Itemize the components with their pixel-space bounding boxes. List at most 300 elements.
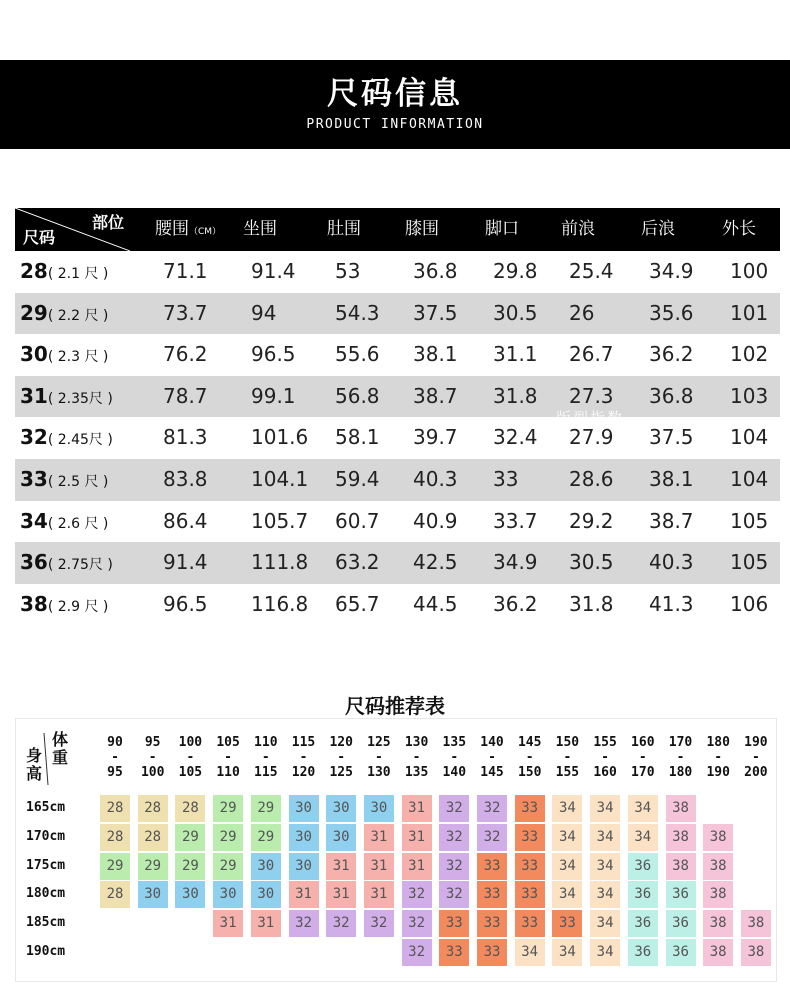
- recommend-cell: 31: [326, 853, 356, 880]
- weight-range-to: 180: [668, 765, 693, 780]
- recommend-cell: 29: [251, 824, 281, 851]
- recommend-cell: 32: [439, 881, 469, 908]
- table-cell: 86.4: [163, 508, 208, 533]
- size-label: [20, 542, 113, 587]
- weight-range-dash: -: [261, 750, 270, 765]
- header-label: 前浪: [561, 219, 595, 239]
- size-chi: ( 2.75尺 ): [47, 557, 113, 574]
- table-cell: 30.5: [493, 300, 538, 325]
- recommend-cell: 36: [666, 939, 696, 966]
- recommend-cell: 33: [439, 910, 469, 937]
- weight-range-dash: -: [337, 750, 346, 765]
- banner-subtitle: PRODUCT INFORMATION: [306, 117, 484, 132]
- table-cell: 91.4: [251, 259, 296, 283]
- table-cell: 71.1: [163, 259, 208, 283]
- table-cell: 78.7: [163, 383, 208, 408]
- table-cell: 33: [493, 466, 519, 491]
- table-row: [15, 417, 780, 459]
- header-2: [243, 208, 277, 251]
- header-3: [327, 208, 361, 251]
- recommend-cell: 38: [703, 853, 733, 880]
- table-cell: 37.5: [413, 300, 458, 325]
- weight-range-from: 95: [144, 735, 161, 750]
- recommend-cell: 32: [326, 910, 356, 937]
- weight-range-header: [548, 735, 586, 780]
- weight-range-header: [322, 735, 360, 780]
- header-label: 肚围: [327, 219, 361, 239]
- size-label: [20, 501, 108, 546]
- weight-range-dash: -: [148, 750, 157, 765]
- table-cell: 33.7: [493, 508, 538, 533]
- weight-range-from: 190: [744, 735, 768, 750]
- header-unit: （CM）: [189, 227, 222, 237]
- height-label: 180cm: [26, 886, 66, 902]
- recommend-cell: 31: [251, 910, 281, 937]
- table-cell: 101.6: [251, 425, 309, 450]
- table-row: [15, 501, 780, 543]
- recommend-cell: 29: [175, 853, 205, 880]
- weight-range-header: [209, 735, 247, 780]
- table-cell: 65.7: [335, 591, 380, 616]
- recommend-cell: 29: [213, 853, 243, 880]
- height-label: 165cm: [26, 800, 66, 815]
- weight-range-from: 135: [442, 735, 467, 750]
- table-cell: 103: [730, 383, 769, 408]
- recommend-cell: 31: [402, 795, 432, 822]
- weight-range-from: 125: [367, 735, 391, 750]
- table-row: [15, 542, 780, 584]
- weight-range-to: 200: [744, 765, 768, 780]
- recommend-cell: 30: [251, 881, 281, 908]
- recommend-cell: 33: [515, 910, 545, 937]
- weight-range-dash: -: [111, 750, 119, 765]
- recommend-cell: 31: [402, 853, 432, 880]
- weight-range-from: 180: [706, 735, 730, 750]
- size-chi: ( 2.5 尺 ): [47, 473, 109, 490]
- table-cell: 34.9: [649, 259, 694, 283]
- weight-range-from: 100: [178, 735, 203, 750]
- size-table-header: [15, 208, 780, 251]
- table-cell: 40.3: [649, 550, 694, 575]
- recommend-cell: 34: [552, 939, 582, 966]
- weight-range-to: 135: [404, 765, 429, 780]
- recommend-cell: 30: [289, 824, 319, 851]
- recommend-cell: 32: [402, 910, 432, 937]
- recommend-cell: 33: [477, 881, 507, 908]
- table-cell: 31.8: [569, 591, 614, 616]
- recommend-cell: 32: [364, 910, 394, 937]
- weight-range-from: 120: [329, 735, 353, 750]
- size-number: 33: [20, 466, 48, 491]
- recommend-cell: 36: [666, 881, 696, 908]
- header-label: 外长: [722, 219, 756, 239]
- header-label: 膝围: [405, 219, 439, 239]
- weight-range-dash: -: [525, 750, 534, 765]
- recommend-cell: 34: [590, 881, 620, 908]
- weight-range-dash: -: [186, 750, 195, 765]
- recommend-cell: 32: [402, 939, 432, 966]
- table-cell: 105: [730, 508, 769, 533]
- table-row: [15, 459, 780, 501]
- table-cell: 105: [730, 550, 769, 575]
- weight-range-to: 150: [517, 765, 542, 780]
- recommend-cell: 34: [628, 795, 658, 822]
- height-label: 170cm: [26, 828, 66, 844]
- recommend-cell: 30: [289, 853, 319, 880]
- recommend-cell: 34: [590, 853, 620, 880]
- weight-range-header: [737, 735, 775, 780]
- table-cell: 35.6: [649, 300, 694, 325]
- table-cell: 36.8: [413, 259, 458, 283]
- header-6: [561, 208, 595, 251]
- weight-range-to: 190: [706, 765, 730, 780]
- weight-range-header: [435, 735, 473, 780]
- recommend-cell: 38: [703, 910, 733, 937]
- table-cell: 40.3: [413, 466, 458, 491]
- corner-label-size: 尺码: [23, 228, 56, 247]
- size-label: [20, 376, 113, 421]
- size-label: [20, 251, 108, 296]
- recommend-cell: 30: [326, 795, 356, 822]
- table-row: [15, 293, 780, 335]
- recommend-cell: 30: [213, 881, 243, 908]
- weight-range-header: [96, 735, 134, 780]
- recommend-cell: 29: [213, 824, 243, 851]
- recommend-cell: 32: [477, 824, 507, 851]
- recommend-cell: 34: [552, 824, 582, 851]
- table-cell: 39.7: [413, 425, 458, 450]
- recommend-cell: 31: [364, 824, 394, 851]
- weight-range-to: 95: [107, 765, 123, 780]
- recommend-cell: 36: [628, 910, 658, 937]
- size-table-corner: [15, 208, 130, 251]
- recommend-cell: 34: [552, 881, 582, 908]
- table-cell: 32.4: [493, 425, 538, 450]
- recommend-cell: 34: [590, 939, 620, 966]
- table-cell: 96.5: [163, 591, 208, 616]
- table-cell: 26: [569, 300, 595, 325]
- table-cell: 36.8: [649, 383, 694, 408]
- weight-range-dash: -: [563, 750, 572, 765]
- size-number: 31: [20, 383, 48, 408]
- weight-range-to: 170: [631, 765, 655, 780]
- table-cell: 104: [730, 425, 769, 450]
- recommend-cell: 34: [590, 795, 620, 822]
- table-cell: 58.1: [335, 425, 380, 450]
- size-chi: ( 2.45尺 ): [47, 432, 113, 449]
- header-label: 脚口: [485, 219, 519, 239]
- recommend-cell: 28: [175, 795, 205, 822]
- weight-range-from: 115: [291, 735, 316, 750]
- height-label: 175cm: [26, 857, 66, 873]
- watermark-text: 版型指数: [556, 409, 625, 427]
- table-cell: 56.8: [335, 383, 380, 408]
- recommend-cell: 30: [175, 881, 205, 908]
- table-cell: 25.4: [569, 259, 614, 283]
- height-label: 185cm: [26, 915, 66, 931]
- table-cell: 91.4: [163, 550, 208, 575]
- weight-range-header: [398, 735, 436, 780]
- recommend-cell: 33: [477, 939, 507, 966]
- weight-range-to: 120: [291, 765, 316, 780]
- weight-range-from: 130: [404, 735, 429, 750]
- table-cell: 94: [251, 300, 277, 325]
- recommend-cell: 28: [138, 824, 168, 851]
- weight-range-to: 115: [254, 765, 278, 780]
- weight-range-from: 155: [593, 735, 617, 750]
- recommend-cell: 32: [439, 824, 469, 851]
- table-cell: 29.2: [569, 508, 614, 533]
- table-cell: 36.2: [493, 591, 538, 616]
- size-number: 38: [20, 591, 48, 616]
- weight-range-from: 140: [480, 735, 504, 750]
- recommend-cell: 36: [628, 853, 658, 880]
- size-label: [20, 334, 108, 379]
- recommend-cell: 38: [741, 939, 771, 966]
- size-recommend-table: [15, 718, 777, 982]
- recommend-cell: 33: [439, 939, 469, 966]
- size-number: 29: [20, 300, 48, 325]
- header-8: [722, 208, 756, 251]
- table-cell: 81.3: [163, 425, 208, 450]
- size-measurement-table: [15, 208, 780, 625]
- recommend-cell: 36: [666, 910, 696, 937]
- weight-range-dash: -: [714, 750, 723, 765]
- weight-range-from: 160: [631, 735, 655, 750]
- recommend-cell: 30: [289, 795, 319, 822]
- recommend-cell: 29: [251, 795, 281, 822]
- weight-range-header: [473, 735, 511, 780]
- recommend-cell: 32: [439, 795, 469, 822]
- recommend-cell: 31: [289, 881, 319, 908]
- table-cell: 104: [730, 466, 769, 491]
- size-chi: ( 2.9 尺 ): [47, 598, 109, 615]
- recommend-cell: 28: [100, 824, 130, 851]
- table-row: [15, 376, 780, 418]
- recommend-cell: 29: [138, 853, 168, 880]
- table-cell: 111.8: [251, 550, 309, 575]
- weight-range-dash: -: [299, 750, 308, 765]
- size-number: 32: [20, 425, 48, 450]
- table-cell: 40.9: [413, 508, 458, 533]
- recommend-cell: 30: [326, 824, 356, 851]
- recommend-cell: 38: [666, 853, 696, 880]
- weight-range-dash: -: [601, 750, 609, 765]
- weight-range-to: 125: [329, 765, 353, 780]
- size-chi: ( 2.2 尺 ): [47, 307, 109, 324]
- recommend-cell: 34: [590, 824, 620, 851]
- header-label: 坐围: [243, 219, 277, 239]
- weight-range-from: 150: [555, 735, 580, 750]
- size-chi: ( 2.35尺 ): [47, 390, 113, 407]
- recommend-cell: 33: [515, 795, 545, 822]
- recommend-cell: 34: [552, 853, 582, 880]
- recommend-cell: 32: [402, 881, 432, 908]
- weight-range-header: [511, 735, 549, 780]
- table-cell: 116.8: [251, 591, 309, 616]
- table-cell: 53: [335, 259, 361, 283]
- recommend-cell: 29: [100, 853, 130, 880]
- recommend-cell: 28: [138, 795, 168, 822]
- header-5: [485, 208, 519, 251]
- table-cell: 41.3: [649, 591, 694, 616]
- table-cell: 106: [730, 591, 769, 616]
- weight-range-header: [586, 735, 624, 780]
- table-cell: 38.7: [413, 383, 458, 408]
- recommend-cell: 38: [703, 939, 733, 966]
- size-number: 36: [20, 550, 48, 575]
- weight-range-to: 100: [140, 765, 165, 780]
- table-cell: 105.7: [251, 508, 309, 533]
- recommend-cell: 30: [251, 853, 281, 880]
- size-label: [20, 417, 113, 462]
- recommend-cell: 38: [703, 824, 733, 851]
- size-number: 28: [20, 259, 48, 283]
- weight-range-dash: -: [488, 750, 496, 765]
- table-cell: 59.4: [335, 466, 380, 491]
- table-cell: 104.1: [251, 466, 309, 491]
- recommend-cell: 30: [364, 795, 394, 822]
- recommend-title: 尺码推荐表: [345, 694, 445, 718]
- header-label: 后浪: [641, 219, 675, 239]
- table-cell: 96.5: [251, 342, 296, 367]
- recommend-cell: 33: [552, 910, 582, 937]
- weight-range-header: [285, 735, 323, 780]
- recommend-cell: 29: [213, 795, 243, 822]
- recommend-corner: [24, 730, 82, 785]
- table-cell: 29.8: [493, 259, 538, 283]
- recommend-cell: 32: [477, 795, 507, 822]
- weight-range-to: 110: [216, 765, 240, 780]
- recommend-cell: 34: [552, 795, 582, 822]
- product-info-banner: [0, 60, 790, 149]
- weight-range-to: 160: [593, 765, 617, 780]
- recommend-cell: 34: [515, 939, 545, 966]
- weight-range-from: 105: [216, 735, 240, 750]
- weight-range-header: [662, 735, 700, 780]
- size-chi: ( 2.3 尺 ): [47, 349, 109, 366]
- weight-range-to: 155: [555, 765, 580, 780]
- recommend-cell: 28: [100, 795, 130, 822]
- recommend-cell: 31: [326, 881, 356, 908]
- table-cell: 27.9: [569, 425, 614, 450]
- table-cell: 31.1: [493, 342, 538, 367]
- recommend-cell: 33: [477, 910, 507, 937]
- weight-range-from: 170: [668, 735, 693, 750]
- table-cell: 42.5: [413, 550, 458, 575]
- table-cell: 28.6: [569, 466, 614, 491]
- recommend-cell: 36: [628, 881, 658, 908]
- weight-range-dash: -: [751, 750, 760, 765]
- weight-range-header: [624, 735, 662, 780]
- recommend-cell: 38: [666, 824, 696, 851]
- table-cell: 101: [730, 300, 769, 325]
- recommend-cell: 36: [628, 939, 658, 966]
- table-cell: 38.1: [413, 342, 458, 367]
- table-cell: 63.2: [335, 550, 380, 575]
- table-cell: 55.6: [335, 342, 380, 367]
- weight-range-header: [247, 735, 285, 780]
- recommend-cell: 33: [515, 824, 545, 851]
- recommend-cell: 38: [666, 795, 696, 822]
- table-cell: 54.3: [335, 300, 380, 325]
- weight-range-dash: -: [638, 750, 647, 765]
- weight-range-dash: -: [224, 750, 232, 765]
- corner-label-part: 部位: [91, 213, 124, 232]
- table-cell: 31.8: [493, 383, 538, 408]
- header-label: 腰围: [155, 219, 189, 239]
- weight-range-header: [134, 735, 172, 780]
- size-label: [20, 459, 108, 504]
- weight-range-dash: -: [676, 750, 685, 765]
- weight-range-to: 130: [367, 765, 391, 780]
- recommend-cell: 34: [628, 824, 658, 851]
- table-cell: 26.7: [569, 342, 614, 367]
- table-cell: 44.5: [413, 591, 458, 616]
- height-label: 190cm: [26, 944, 66, 959]
- weight-range-to: 105: [178, 765, 203, 780]
- recommend-cell: 33: [477, 853, 507, 880]
- table-cell: 99.1: [251, 383, 296, 408]
- weight-range-dash: -: [450, 750, 459, 765]
- weight-range-dash: -: [412, 750, 421, 765]
- header-4: [405, 208, 439, 251]
- corner-label-weight: 体重: [52, 730, 69, 767]
- table-cell: 102: [730, 342, 769, 367]
- table-cell: 100: [730, 259, 769, 283]
- recommend-cell: 32: [289, 910, 319, 937]
- weight-range-header: [360, 735, 398, 780]
- banner-title: 尺码信息: [327, 76, 463, 112]
- weight-range-to: 140: [442, 765, 467, 780]
- table-cell: 38.7: [649, 508, 694, 533]
- weight-range-from: 145: [517, 735, 542, 750]
- recommend-cell: 31: [364, 853, 394, 880]
- table-cell: 36.2: [649, 342, 694, 367]
- recommend-cell: 34: [590, 910, 620, 937]
- table-row: [15, 584, 780, 626]
- weight-range-from: 90: [107, 735, 123, 750]
- weight-range-to: 145: [480, 765, 504, 780]
- recommend-cell: 31: [364, 881, 394, 908]
- table-cell: 30.5: [569, 550, 614, 575]
- table-cell: 73.7: [163, 300, 208, 325]
- recommend-cell: 38: [741, 910, 771, 937]
- table-cell: 76.2: [163, 342, 208, 367]
- recommend-cell: 32: [439, 853, 469, 880]
- table-cell: 38.1: [649, 466, 694, 491]
- table-cell: 27.3: [569, 383, 614, 408]
- size-number: 30: [20, 342, 48, 367]
- recommend-cell: 38: [703, 881, 733, 908]
- weight-range-dash: -: [374, 750, 383, 765]
- recommend-cell: 33: [515, 881, 545, 908]
- table-cell: 83.8: [163, 466, 208, 491]
- recommend-cell: 30: [138, 881, 168, 908]
- table-row: [15, 251, 780, 293]
- size-chi: ( 2.6 尺 ): [47, 515, 109, 532]
- recommend-cell: 33: [515, 853, 545, 880]
- table-cell: 34.9: [493, 550, 538, 575]
- corner-diagonal-line: [24, 730, 82, 785]
- weight-range-header: [171, 735, 209, 780]
- table-cell: 37.5: [649, 425, 694, 450]
- header-1: [155, 208, 221, 251]
- recommend-cell: 28: [100, 881, 130, 908]
- weight-range-from: 110: [254, 735, 278, 750]
- weight-range-header: [699, 735, 737, 780]
- recommend-cell: 31: [402, 824, 432, 851]
